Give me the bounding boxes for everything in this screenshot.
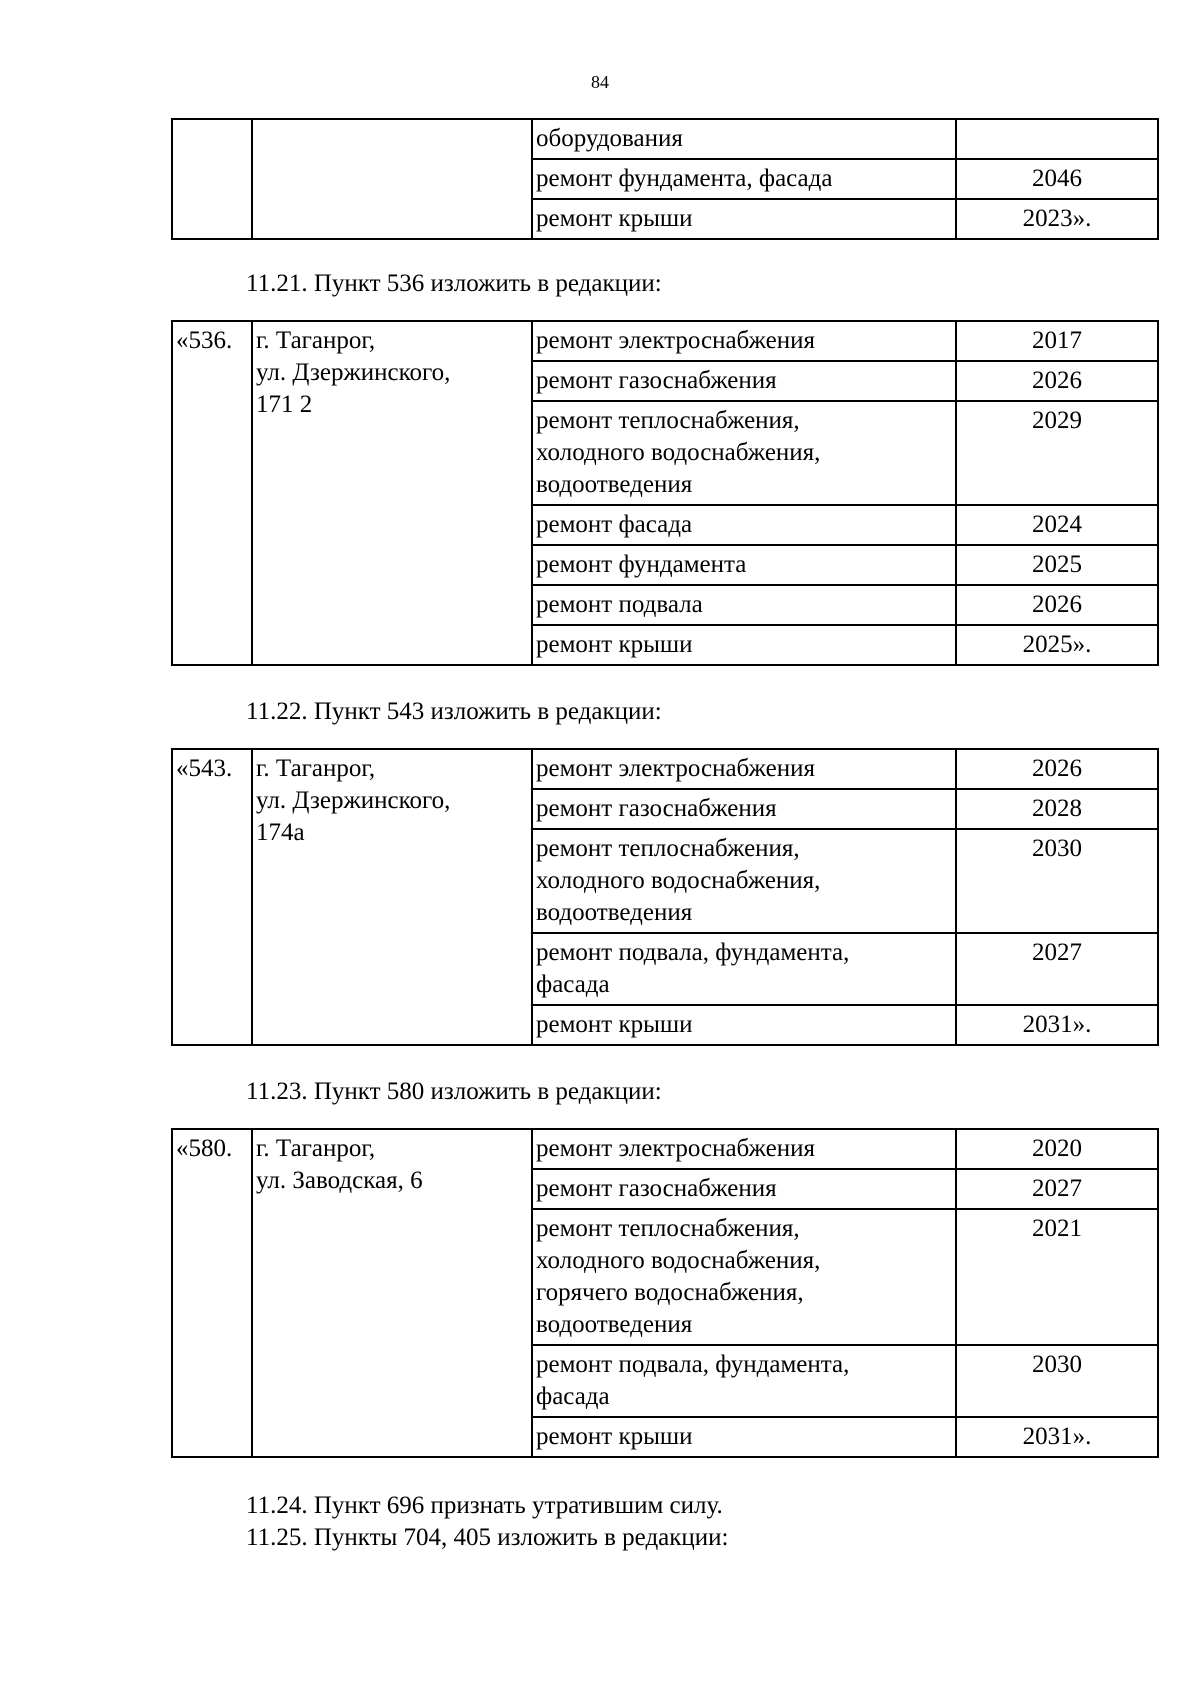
work-label: ремонт подвала [536,591,703,618]
table-item-580 [171,1128,1159,1458]
year-value: 2046 [1032,165,1082,192]
year-value: 2025 [1032,551,1082,578]
work-label: ремонт теплоснабжения, холодного водоснабжения, горячего водоснабжения, водоотведения [536,1215,821,1338]
year-cell [956,625,1158,665]
year-cell [956,159,1158,199]
work-cell [532,321,956,361]
address-cell [252,321,532,665]
work-label: ремонт крыши [536,1423,693,1450]
year-value: 2026 [1032,755,1082,782]
table-row [172,1129,1158,1169]
work-cell [532,1345,956,1417]
year-cell [956,321,1158,361]
work-cell [532,585,956,625]
paragraph-11-24: 11.24. Пункт 696 признать утратившим силу. [246,1492,723,1519]
work-cell [532,119,956,159]
work-label: ремонт крыши [536,205,693,232]
year-cell [956,1169,1158,1209]
table-row [172,321,1158,361]
year-value: 2031». [1022,1423,1092,1450]
year-value: 2027 [1032,939,1082,966]
year-cell [956,401,1158,505]
work-cell [532,1209,956,1345]
work-label: ремонт электроснабжения [536,1135,815,1162]
address-cell [252,749,532,1045]
year-cell [956,1209,1158,1345]
year-cell [956,1005,1158,1045]
work-cell [532,749,956,789]
item-number-cell [172,749,252,1045]
work-label: ремонт фундамента [536,551,747,578]
item-number-cell [172,119,252,239]
work-label: оборудования [536,125,683,152]
work-cell [532,1129,956,1169]
year-value: 2025». [1022,631,1092,658]
work-cell [532,933,956,1005]
year-cell [956,933,1158,1005]
work-cell [532,545,956,585]
work-label: ремонт газоснабжения [536,367,777,394]
year-value: 2023». [1022,205,1092,232]
item-number-cell [172,1129,252,1457]
work-label: ремонт подвала, фундамента, фасада [536,1351,850,1410]
work-cell [532,361,956,401]
year-value: 2026 [1032,591,1082,618]
year-value: 2021 [1032,1215,1082,1242]
work-cell [532,625,956,665]
address-text: г. Таганрог, ул. Дзержинского, 171 2 [256,327,451,418]
paragraph-11-21: 11.21. Пункт 536 изложить в редакции: [246,270,662,297]
year-value: 2026 [1032,367,1082,394]
work-cell [532,789,956,829]
year-value: 2017 [1032,327,1082,354]
year-value: 2030 [1032,835,1082,862]
address-cell [252,119,532,239]
year-cell [956,361,1158,401]
work-label: ремонт крыши [536,631,693,658]
address-text: г. Таганрог, ул. Заводская, 6 [256,1135,423,1194]
work-label: ремонт электроснабжения [536,327,815,354]
work-label: ремонт подвала, фундамента, фасада [536,939,850,998]
work-cell [532,1005,956,1045]
work-label: ремонт фасада [536,511,693,538]
year-cell [956,789,1158,829]
year-value: 2030 [1032,1351,1082,1378]
table-item-543 [171,748,1159,1046]
item-number: «580. [176,1135,233,1162]
paragraph-11-23: 11.23. Пункт 580 изложить в редакции: [246,1078,662,1105]
year-value: 2031». [1022,1011,1092,1038]
paragraph-11-22: 11.22. Пункт 543 изложить в редакции: [246,698,662,725]
page-number: 84 [591,72,609,92]
work-cell [532,199,956,239]
year-cell [956,119,1158,159]
table-continuation [171,118,1159,240]
table-row [172,119,1158,159]
year-value: 2020 [1032,1135,1082,1162]
work-cell [532,505,956,545]
year-cell [956,829,1158,933]
item-number: «536. [176,327,233,354]
year-value: 2029 [1032,407,1082,434]
table-row [172,749,1158,789]
work-label: ремонт крыши [536,1011,693,1038]
work-label: ремонт теплоснабжения, холодного водоснабжения, водоотведения [536,407,821,498]
year-value: 2027 [1032,1175,1082,1202]
address-cell [252,1129,532,1457]
work-label: ремонт фундамента, фасада [536,165,833,192]
item-number: «543. [176,755,233,782]
year-cell [956,585,1158,625]
table-item-536 [171,320,1159,666]
year-cell [956,545,1158,585]
work-cell [532,1417,956,1457]
year-value: 2028 [1032,795,1082,822]
work-label: ремонт электроснабжения [536,755,815,782]
work-cell [532,159,956,199]
address-text: г. Таганрог, ул. Дзержинского, 174а [256,755,451,846]
work-cell [532,401,956,505]
year-cell [956,1345,1158,1417]
work-label: ремонт газоснабжения [536,1175,777,1202]
year-cell [956,749,1158,789]
paragraph-11-25: 11.25. Пункты 704, 405 изложить в редакции: [246,1524,729,1551]
work-label: ремонт теплоснабжения, холодного водоснабжения, водоотведения [536,835,821,926]
work-cell [532,1169,956,1209]
year-cell [956,1417,1158,1457]
year-cell [956,505,1158,545]
work-label: ремонт газоснабжения [536,795,777,822]
year-cell [956,1129,1158,1169]
work-cell [532,829,956,933]
year-cell [956,199,1158,239]
year-value: 2024 [1032,511,1082,538]
item-number-cell [172,321,252,665]
